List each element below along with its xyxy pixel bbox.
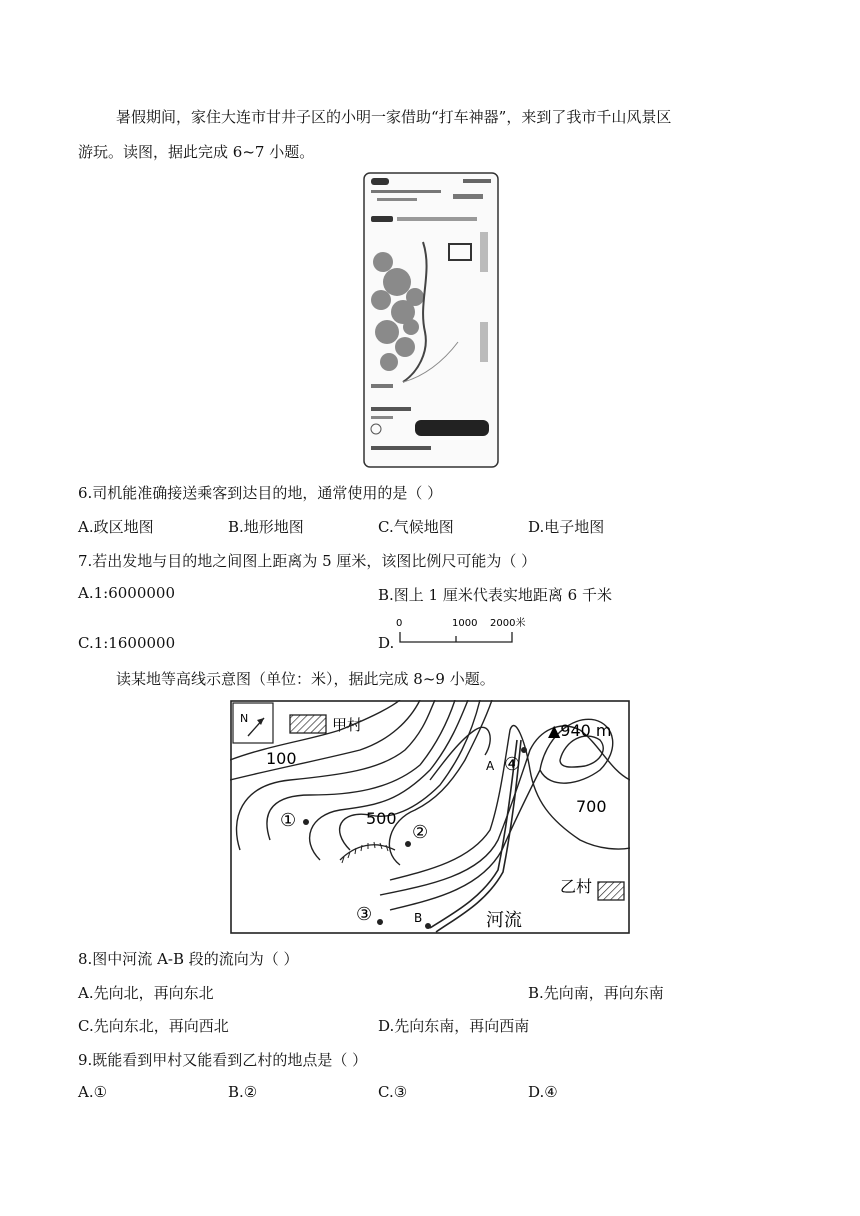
scale-label-0: 0 xyxy=(396,618,403,629)
village-jia-label: 甲村 xyxy=(332,716,363,734)
q9-option-a[interactable]: A.① xyxy=(78,1083,108,1101)
intro-paragraph-line1: 暑假期间，家住大连市甘井子区的小明一家借助“打车神器”，来到了我市千山风景区 xyxy=(116,108,672,126)
q6-option-d[interactable]: D.电子地图 xyxy=(528,518,605,536)
scale-label-2000: 2000米 xyxy=(490,618,526,629)
point-a-label: A xyxy=(486,759,495,773)
contour-700-label: 700 xyxy=(576,797,607,816)
q6-option-b[interactable]: B.地形地图 xyxy=(228,518,304,536)
intro-paragraph-line2: 游玩。读图，据此完成 6~7 小题。 xyxy=(78,143,315,161)
intro-paragraph-contour: 读某地等高线示意图（单位：米），据此完成 8~9 小题。 xyxy=(116,670,495,688)
q7-option-c[interactable]: C.1:1600000 xyxy=(78,634,176,652)
point-2-label: ② xyxy=(412,822,429,843)
question-8-stem: 8.图中河流 A-B 段的流向为（ ） xyxy=(78,950,299,968)
question-9-stem: 9.既能看到甲村又能看到乙村的地点是（ ） xyxy=(78,1051,368,1069)
contour-500-label: 500 xyxy=(366,809,397,828)
line-scale-bar xyxy=(392,614,542,654)
river-label: 河流 xyxy=(486,910,522,931)
q6-option-a[interactable]: A.政区地图 xyxy=(78,518,154,536)
q7-option-d-label: D. xyxy=(378,634,395,652)
point-1-label: ① xyxy=(280,810,297,831)
q6-option-c[interactable]: C.气候地图 xyxy=(378,518,454,536)
q8-option-b[interactable]: B.先向南，再向东南 xyxy=(528,984,664,1002)
contour-100-label: 100 xyxy=(266,749,297,768)
q8-option-a[interactable]: A.先向北，再向东北 xyxy=(78,984,214,1002)
question-6-stem: 6.司机能准确接送乘客到达目的地，通常使用的是（ ） xyxy=(78,484,443,502)
q9-option-b[interactable]: B.② xyxy=(228,1083,258,1101)
north-label: N xyxy=(240,712,249,725)
peak-label: ▲940 m xyxy=(548,721,612,740)
scale-label-1000: 1000 xyxy=(452,618,478,629)
q9-option-c[interactable]: C.③ xyxy=(378,1083,408,1101)
q7-option-a[interactable]: A.1:6000000 xyxy=(78,584,176,602)
point-b-label: B xyxy=(414,911,423,925)
q8-option-d[interactable]: D.先向东南，再向西南 xyxy=(378,1017,530,1035)
point-3-label: ③ xyxy=(356,904,373,925)
q9-option-d[interactable]: D.④ xyxy=(528,1083,558,1101)
question-7-stem: 7.若出发地与目的地之间图上距离为 5 厘米，该图比例尺可能为（ ） xyxy=(78,552,537,570)
q8-option-c[interactable]: C.先向东北，再向西北 xyxy=(78,1017,229,1035)
village-yi-label: 乙村 xyxy=(560,877,593,896)
q7-option-b[interactable]: B.图上 1 厘米代表实地距离 6 千米 xyxy=(378,586,612,604)
point-4-label: ④ xyxy=(504,754,521,775)
ride-hailing-app-screenshot xyxy=(363,172,499,468)
contour-map xyxy=(230,700,630,934)
